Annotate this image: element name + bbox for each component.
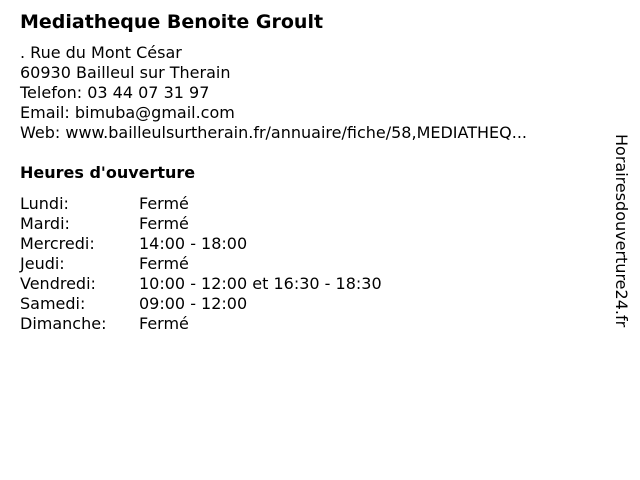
opening-hours-heading: Heures d'ouverture <box>20 163 196 182</box>
website-link: Web: www.bailleulsurtherain.fr/annuaire/fiche/58,MEDIATHEQ... <box>20 123 527 142</box>
city-address: 60930 Bailleul sur Therain <box>20 63 231 82</box>
phone-number: Telefon: 03 44 07 31 97 <box>20 83 210 102</box>
day-label: Samedi: <box>20 294 86 313</box>
site-watermark: Horairesdouverture24.fr <box>612 134 631 328</box>
street-address: . Rue du Mont César <box>20 43 182 62</box>
hours-value: Fermé <box>139 194 189 213</box>
hours-value: 10:00 - 12:00 et 16:30 - 18:30 <box>139 274 382 293</box>
hours-value: Fermé <box>139 214 189 233</box>
day-label: Mercredi: <box>20 234 95 253</box>
email-address: Email: bimuba@gmail.com <box>20 103 235 122</box>
library-title: Mediatheque Benoite Groult <box>20 11 324 33</box>
hours-value: Fermé <box>139 254 189 273</box>
day-label: Dimanche: <box>20 314 107 333</box>
day-label: Vendredi: <box>20 274 96 293</box>
day-label: Mardi: <box>20 214 70 233</box>
hours-value: 14:00 - 18:00 <box>139 234 248 253</box>
day-label: Lundi: <box>20 194 69 213</box>
hours-value: Fermé <box>139 314 189 333</box>
contact-block <box>20 43 527 143</box>
hours-value: 09:00 - 12:00 <box>139 294 248 313</box>
day-label: Jeudi: <box>20 254 65 273</box>
